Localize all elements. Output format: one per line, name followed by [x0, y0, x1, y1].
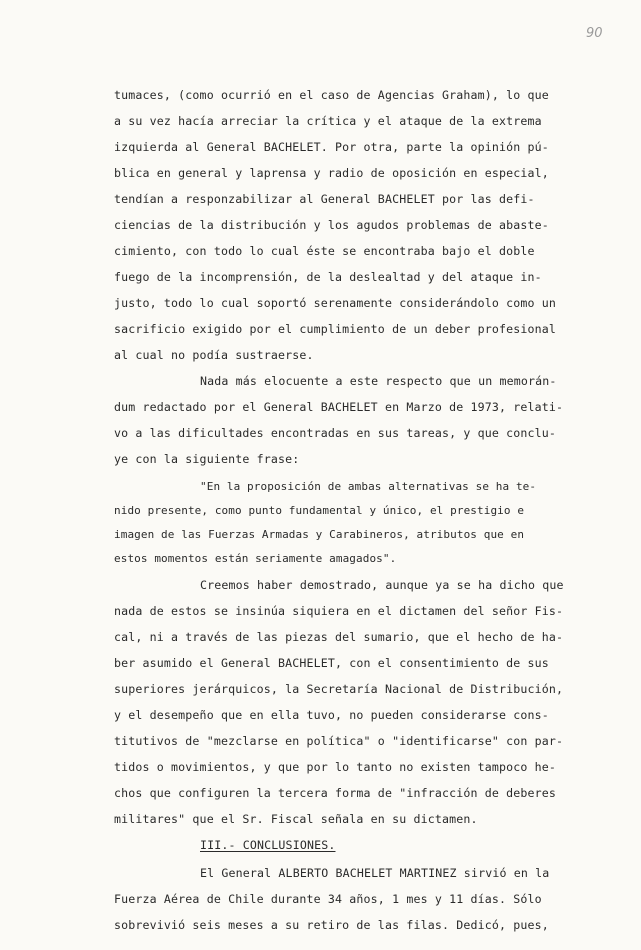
text-line: vo a las dificultades encontradas en sus tareas, y que conclu-	[114, 426, 557, 440]
quote-line: imagen de las Fuerzas Armadas y Carabineros, atributos que en	[114, 528, 525, 541]
text-line: superiores jerárquicos, la Secretaría Nacional de Distribución,	[114, 682, 564, 696]
text-line: tidos o movimientos, y que por lo tanto no existen tampoco he-	[114, 760, 557, 774]
text-line: fuego de la incomprensión, de la deslealtad y del ataque in-	[114, 270, 542, 284]
text-line: blica en general y laprensa y radio de oposición en especial,	[114, 166, 549, 180]
text-line: Nada más elocuente a este respecto que un memorán-	[200, 374, 557, 388]
text-line: sacrificio exigido por el cumplimiento de un deber profesional	[114, 322, 557, 336]
text-line: cal, ni a través de las piezas del sumario, que el hecho de ha-	[114, 630, 564, 644]
text-line: y el desempeño que en ella tuvo, no pueden considerarse cons-	[114, 708, 549, 722]
quote-line: nido presente, como punto fundamental y único, el prestigio e	[114, 504, 525, 517]
quote-line: "En la proposición de ambas alternativas se ha te-	[200, 480, 537, 493]
text-line: El General ALBERTO BACHELET MARTINEZ sirvió en la	[200, 866, 550, 880]
section-heading: III.- CONCLUSIONES.	[200, 838, 336, 852]
text-line: izquierda al General BACHELET. Por otra, parte la opinión pú-	[114, 140, 549, 154]
page-number: 90	[586, 26, 603, 41]
text-line: sobrevivió seis meses a su retiro de las filas. Dedicó, pues,	[114, 918, 549, 932]
text-line: tendían a responzabilizar al General BACHELET por las defi-	[114, 192, 535, 206]
text-line: tumaces, (como ocurrió en el caso de Agencias Graham), lo que	[114, 88, 549, 102]
text-line: militares" que el Sr. Fiscal señala en su dictamen.	[114, 812, 478, 826]
text-line: a su vez hacía arreciar la crítica y el ataque de la extrema	[114, 114, 542, 128]
text-line: Creemos haber demostrado, aunque ya se ha dicho que	[200, 578, 564, 592]
text-line: titutivos de "mezclarse en política" o "identificarse" con par-	[114, 734, 564, 748]
text-line: justo, todo lo cual soportó serenamente considerándolo como un	[114, 296, 557, 310]
text-line: al cual no podía sustraerse.	[114, 348, 314, 362]
quote-line: estos momentos están seriamente amagados".	[114, 552, 397, 565]
text-line: Fuerza Aérea de Chile durante 34 años, 1 mes y 11 días. Sólo	[114, 892, 542, 906]
text-line: chos que configuren la tercera forma de "infracción de deberes	[114, 786, 557, 800]
text-line: ber asumido el General BACHELET, con el consentimiento de sus	[114, 656, 549, 670]
text-line: ye con la siguiente frase:	[114, 452, 300, 466]
text-line: ciencias de la distribución y los agudos problemas de abaste-	[114, 218, 549, 232]
text-line: cimiento, con todo lo cual éste se encontraba bajo el doble	[114, 244, 535, 258]
text-line: dum redactado por el General BACHELET en Marzo de 1973, relati-	[114, 400, 564, 414]
text-line: nada de estos se insinúa siquiera en el dictamen del señor Fis-	[114, 604, 564, 618]
